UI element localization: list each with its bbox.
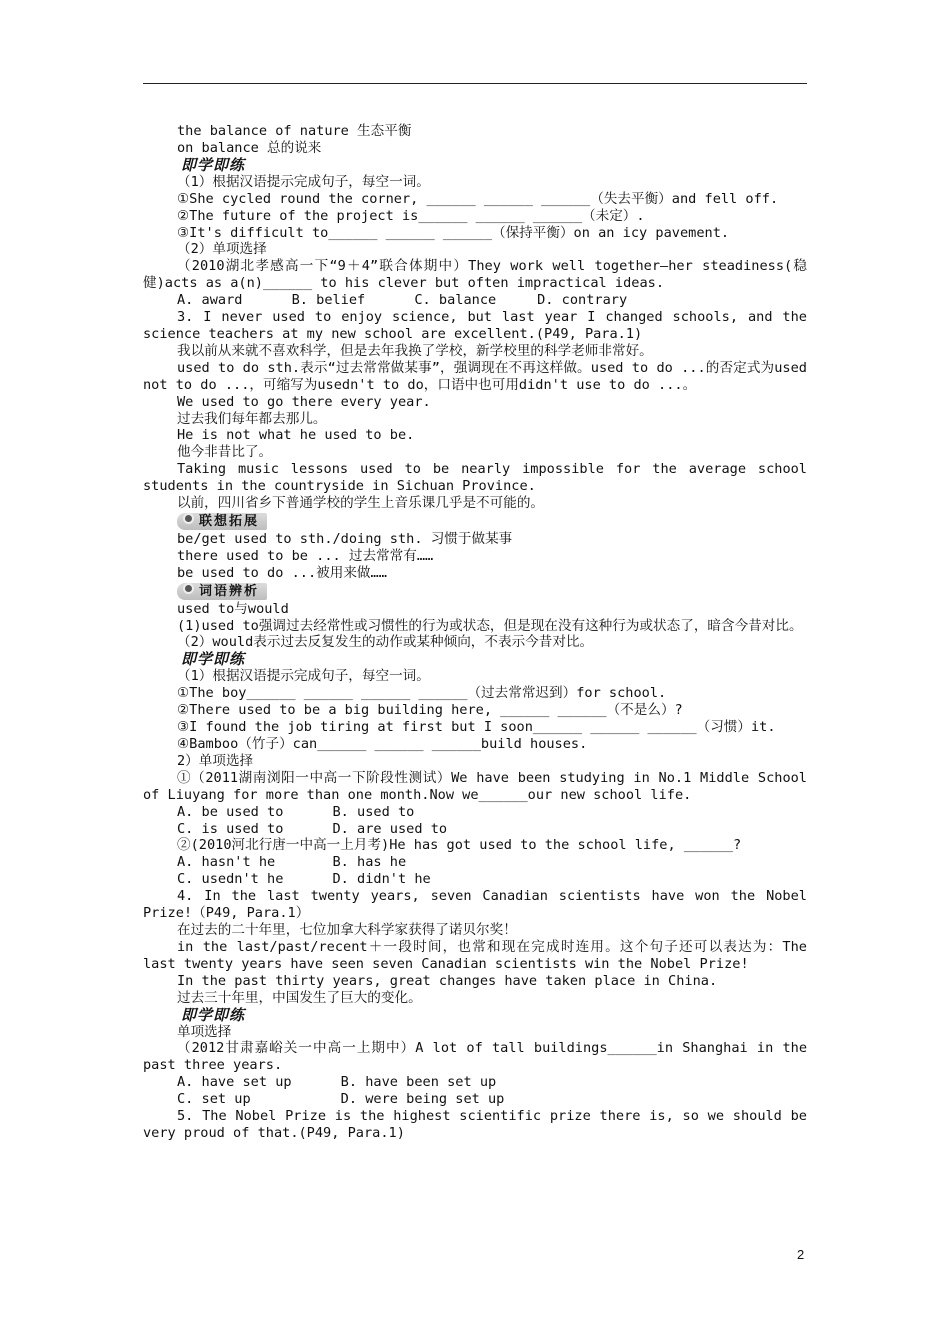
text-line: （2012甘肃嘉峪关一中高一上期中）A lot of tall buildings______in Shanghai in the past three years. (143, 1040, 816, 1074)
page-number: 2 (797, 1247, 805, 1262)
text-line: ②The future of the project is______ ______ ______（未定）. (177, 207, 645, 224)
text-line: He is not what he used to be. (177, 427, 415, 444)
text-line: ③I found the job tiring at first but I soon______ ______ ______（习惯）it. (177, 719, 776, 736)
text-line: C. is used to D. are used to (177, 820, 448, 837)
text-line: 我以前从来就不喜欢科学，但是去年我换了学校，新学校里的科学老师非常好。 (177, 342, 653, 359)
section-heading-text: 联想拓展 (199, 513, 260, 529)
bullet-icon (183, 513, 194, 524)
text-line: A. hasn't he B. has he (177, 854, 407, 871)
text-line: A. have set up B. have been set up (177, 1074, 497, 1091)
text-line: A. award B. belief C. balance D. contrary (177, 292, 628, 309)
text-line: (1)used to强调过去经常性或习惯性的行为或状态，但是现在没有这种行为或状态了，暗含今昔对比。 (177, 617, 803, 634)
text-line: （2）单项选择 (177, 241, 267, 258)
text-line: C. usedn't he D. didn't he (177, 871, 431, 888)
text-line: 在过去的二十年里，七位加拿大科学家获得了诺贝尔奖！ (177, 921, 517, 938)
text-line: 单项选择 (177, 1023, 232, 1040)
document-body (143, 123, 816, 1142)
practice-heading: 即学即练 (181, 650, 246, 669)
text-line: A. be used to B. used to (177, 803, 415, 820)
text-line: 过去三十年里，中国发生了巨大的变化。 (177, 989, 422, 1006)
section-heading-box (143, 512, 807, 531)
text-line: 过去我们每年都去那儿。 (177, 410, 327, 427)
text-line: used to do sth.表示“过去常常做某事”，强调现在不再这样做。used to do ...的否定式为used not to do ...，可缩写为usedn't to do，口语中也可用didn't use to do ...。 (143, 359, 816, 393)
text-line: （2010湖北孝感高一下“9＋4”联合体期中）They work well together—her steadiness(稳健)acts as a(n)______ to his clever but often impractical ideas. (143, 258, 807, 292)
text-line: the balance of nature 生态平衡 (177, 123, 412, 139)
section-heading-label (177, 513, 267, 530)
bullet-icon (183, 583, 194, 594)
header-rule (143, 83, 807, 84)
text-line: on balance 总的说来 (177, 139, 322, 156)
text-line: ②(2010河北行唐一中高一上月考)He has got used to the school life, ______? (177, 837, 742, 854)
text-line: C. set up D. were being set up (177, 1091, 505, 1108)
text-line: ③It's difficult to______ ______ ______（保持平衡）on an icy pavement. (177, 224, 730, 241)
text-line: be used to do ...被用来做…… (177, 564, 387, 581)
text-line: ①The boy______ ______ ______ ______（过去常常迟到）for school. (177, 685, 667, 702)
text-line: be/get used to sth./doing sth. 习惯于做某事 (177, 530, 513, 547)
section-heading-box (143, 582, 807, 601)
text-line: used to与would (177, 600, 289, 617)
text-line: 5. The Nobel Prize is the highest scientific prize there is, so we should be very proud of that.(P49, Para.1) (143, 1108, 816, 1141)
practice-heading: 即学即练 (181, 1005, 246, 1024)
text-line: 他今非昔比了。 (177, 444, 273, 461)
text-line: 以前，四川省乡下普通学校的学生上音乐课几乎是不可能的。 (177, 495, 545, 512)
text-line: in the last/past/recent＋一段时间，也常和现在完成时连用。这个句子还可以表达为：The last twenty years have seen seven Canadian scientists win the Nobel Prize! (143, 938, 816, 972)
text-line: 3. I never used to enjoy science, but last year I changed schools, and the science teachers at my new school are excellent.(P49, Para.1) (143, 309, 816, 342)
text-line: In the past thirty years, great changes have taken place in China. (177, 972, 718, 989)
text-line: Taking music lessons used to be nearly impossible for the average school students in the countryside in Sichuan Province. (143, 461, 816, 495)
text-line: We used to go there every year. (177, 393, 431, 410)
text-line: （2）would表示过去反复发生的动作或某种倾向，不表示今昔对比。 (177, 634, 594, 651)
text-line: ①（2011湖南浏阳一中高一下阶段性测试）We have been studying in No.1 Middle School of Liuyang for more than one month.Now we______our new school life. (143, 769, 816, 803)
text-line: 4. In the last twenty years, seven Canadian scientists have won the Nobel Prize!（P49, Para.1） (143, 888, 816, 922)
text-line: ④Bamboo（竹子）can______ ______ ______build houses. (177, 736, 588, 752)
text-line: there used to be ... 过去常常有…… (177, 547, 434, 564)
text-line: ①She cycled round the corner, ______ ______ ______（失去平衡）and fell off. (177, 190, 779, 207)
text-line: 2）单项选择 (177, 752, 254, 769)
text-line: （1）根据汉语提示完成句子，每空一词。 (177, 173, 430, 190)
text-line: ②There used to be a big building here, ______ ______（不是么）? (177, 702, 683, 719)
practice-heading: 即学即练 (181, 155, 246, 174)
section-heading-label (177, 583, 267, 600)
text-line: （1）根据汉语提示完成句子，每空一词。 (177, 668, 430, 685)
section-heading-text: 词语辨析 (199, 583, 260, 599)
